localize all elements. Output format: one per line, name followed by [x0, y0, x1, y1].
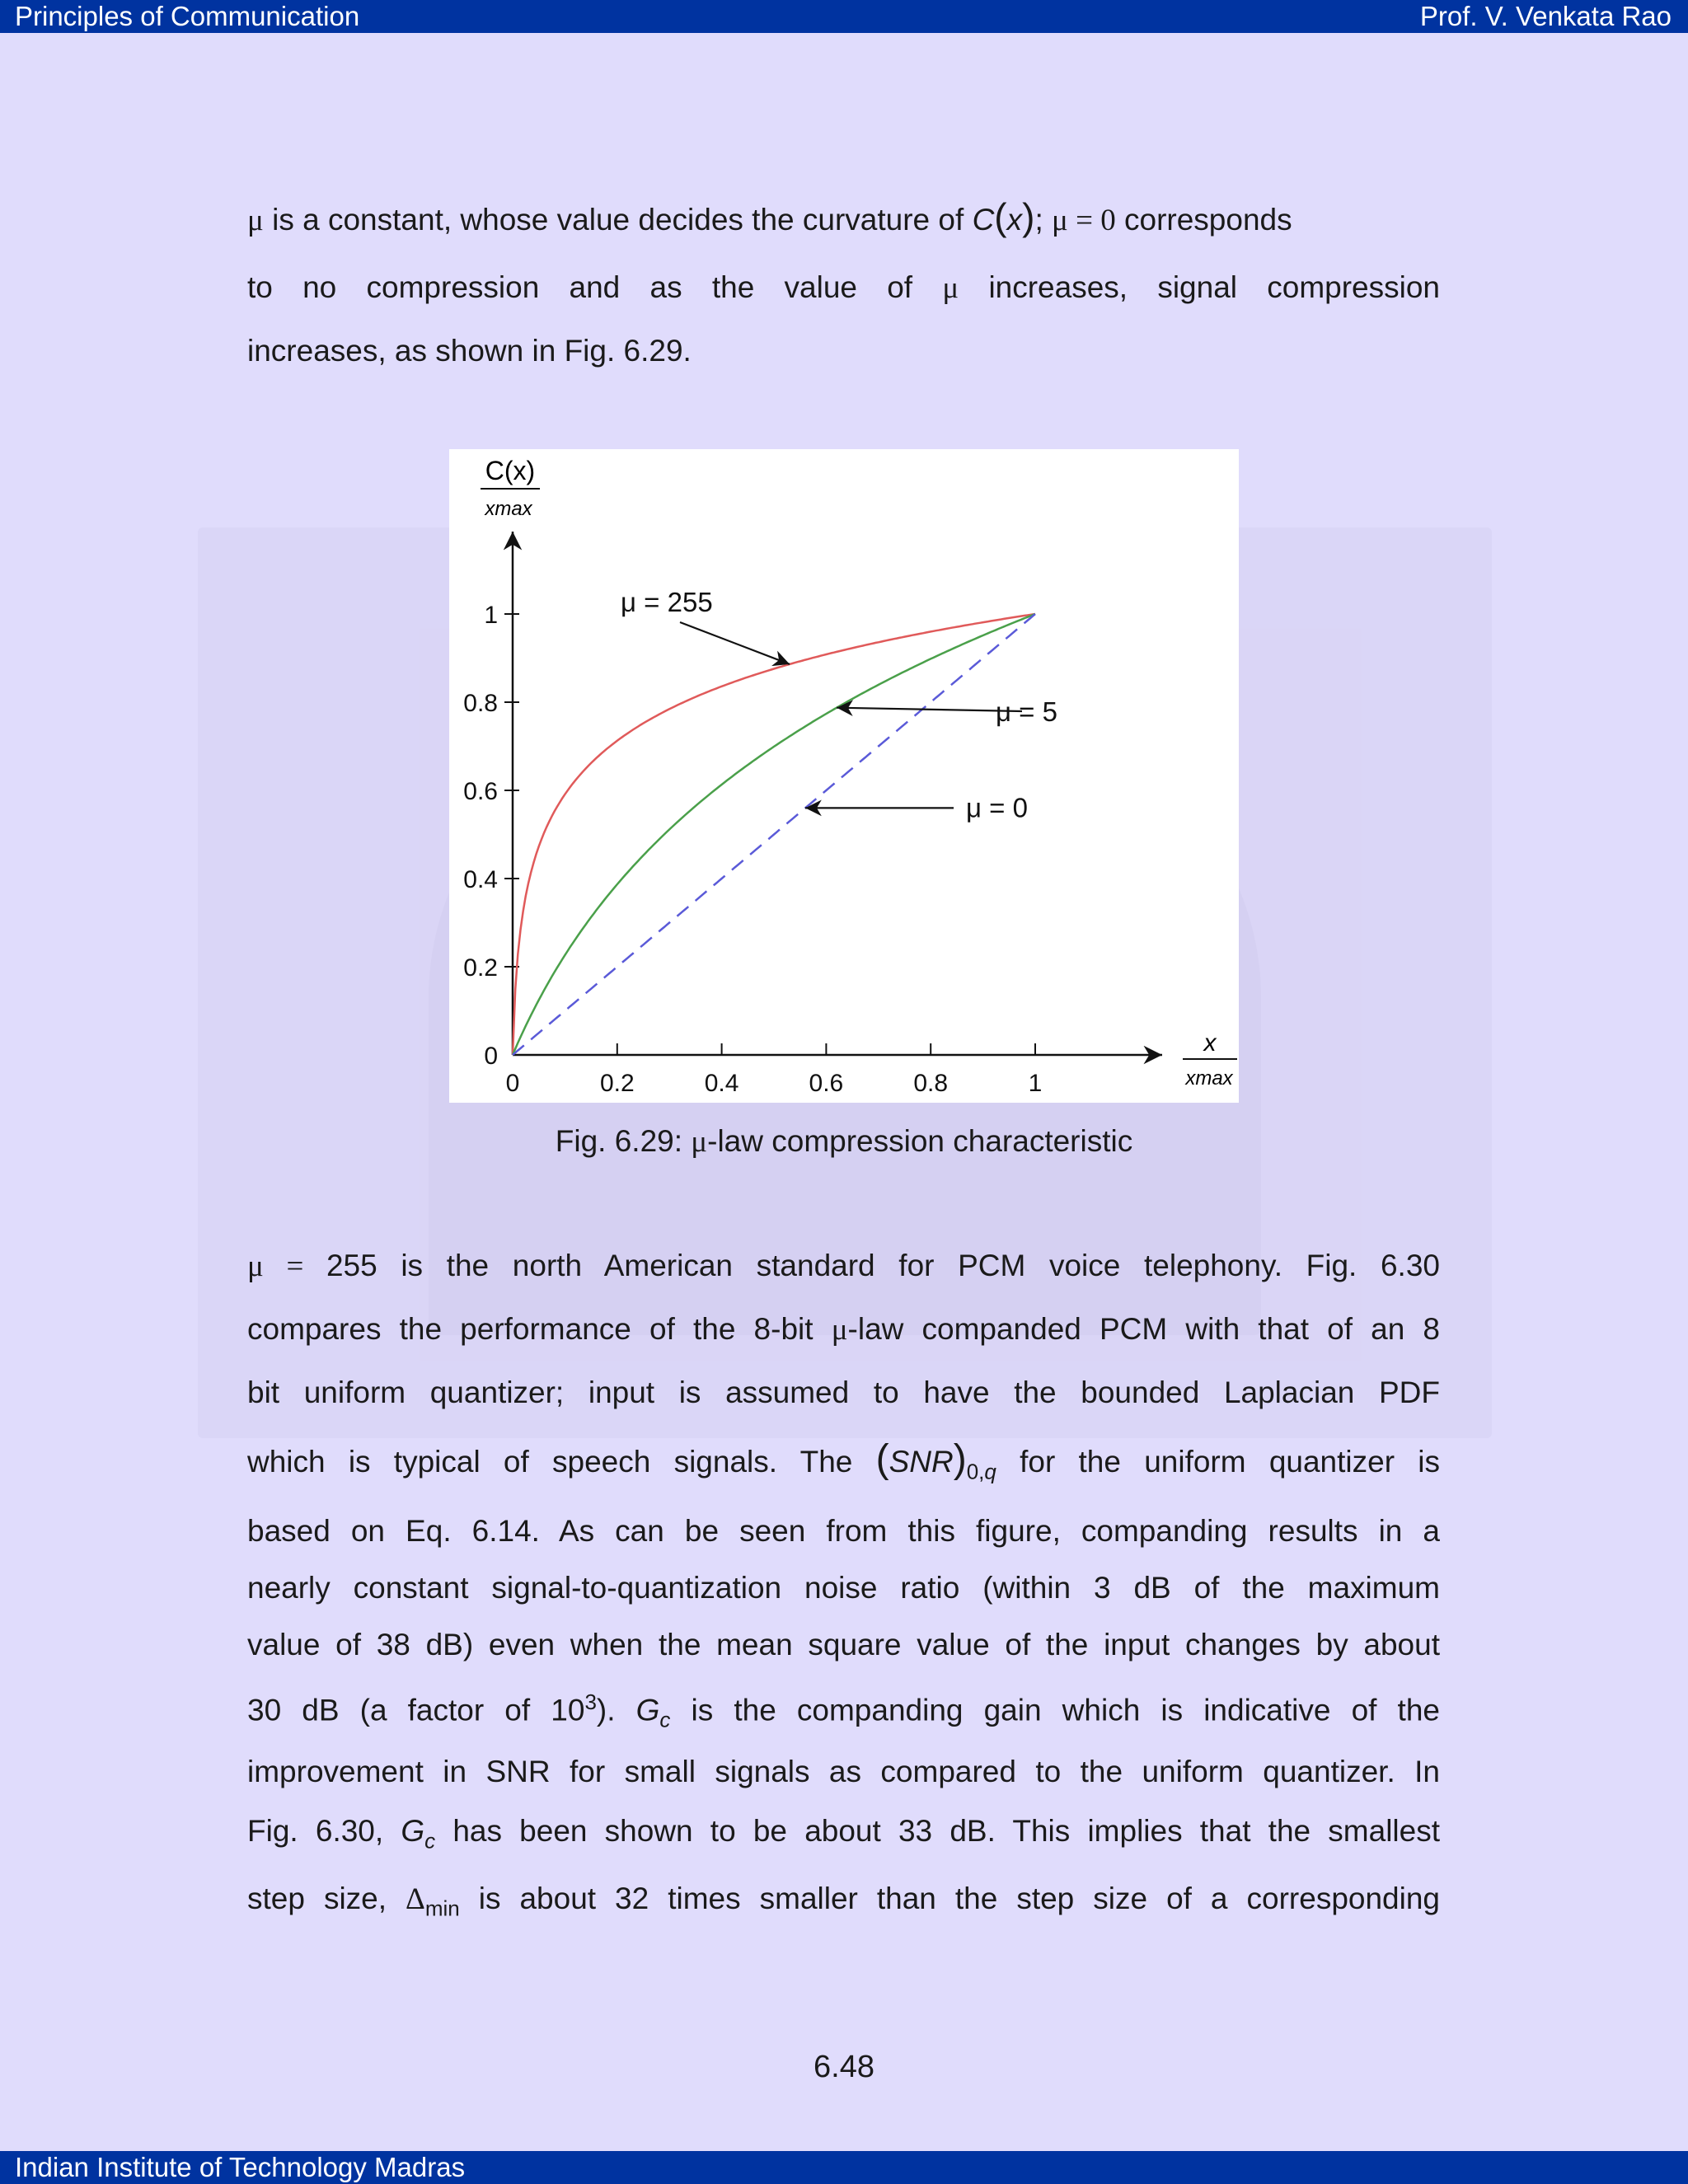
- y-tick-label: 0.8: [463, 690, 498, 717]
- text-line: value of 38 dB) even when the mean square value of the input changes by about: [247, 1628, 1440, 1661]
- text-line: increases, as shown in Fig. 6.29.: [247, 334, 692, 368]
- text-line: which is typical of speech signals. The $(SNR)_{0,q}$ for the uniform quantizer is: [247, 1437, 1440, 1484]
- x-tick-label: 0.8: [913, 1070, 949, 1097]
- y-tick-label: 0: [484, 1043, 498, 1070]
- label-mu-5: μ = 5: [996, 696, 1057, 727]
- text-line: bit uniform quantizer; input is assumed to have the bounded Laplacian PDF: [247, 1376, 1440, 1409]
- arrow-mu-255: [680, 622, 790, 664]
- x-axis-label-denominator: xmax: [1185, 1067, 1233, 1090]
- text-line: based on Eq. 6.14. As can be seen from this figure, companding results in a: [247, 1514, 1440, 1548]
- text-line: μ is a constant, whose value decides the curvature of C(x); μ = 0 corresponds: [247, 195, 1292, 238]
- x-tick-label: 0.2: [599, 1070, 635, 1097]
- y-axis-label: [481, 456, 540, 520]
- institute-name: Indian Institute of Technology Madras: [15, 2152, 466, 2182]
- text-line: improvement in SNR for small signals as compared to the uniform quantizer. In: [247, 1755, 1440, 1788]
- label-mu-0: μ = 0: [966, 792, 1028, 823]
- text-line: compares the performance of the 8-bit μ-law companded PCM with that of an 8: [247, 1312, 1440, 1347]
- label-mu-255: μ = 255: [621, 587, 713, 617]
- y-axis-label-numerator: C(x): [485, 456, 536, 485]
- text-line: to no compression and as the value of μ increases, signal compression: [247, 270, 1440, 305]
- text-line: step size, $\Delta_{min}$ is about 32 times smaller than the step size of a corresponding: [247, 1882, 1440, 1921]
- text-line: 30 dB (a factor of $10^3$). $G_c$ is the companding gain which is indicative of the: [247, 1690, 1440, 1732]
- arrow-mu-5: [837, 708, 1022, 711]
- mu-law-figure: [449, 449, 1239, 1103]
- mu-law-chart: [449, 449, 1239, 1103]
- y-tick-label: 1: [484, 602, 498, 629]
- page-number: 6.48: [814, 2050, 874, 2084]
- text-line: μ = 255 is the north American standard for PCM voice telephony. Fig. 6.30: [247, 1249, 1440, 1283]
- y-tick-label: 0.2: [463, 954, 498, 982]
- figure-caption: Fig. 6.29: μ-law compression characteristic: [555, 1124, 1133, 1159]
- y-axis-label-denominator: xmax: [485, 498, 532, 520]
- x-tick-label: 0.6: [809, 1070, 844, 1097]
- curve-mu-0: [513, 614, 1035, 1055]
- x-tick-label: 0: [505, 1070, 520, 1097]
- author-name: Prof. V. Venkata Rao: [1419, 1, 1672, 31]
- page-header: [0, 0, 1688, 33]
- x-axis-label-numerator: x: [1203, 1029, 1217, 1057]
- course-title: Principles of Communication: [15, 1, 360, 31]
- page-footer: [0, 2151, 1688, 2184]
- y-tick-label: 0.4: [463, 866, 498, 893]
- text-line: nearly constant signal-to-quantization noise ratio (within 3 dB of the maximum: [247, 1571, 1440, 1605]
- x-tick-label: 0.4: [704, 1070, 739, 1097]
- x-axis-label: [1183, 1029, 1237, 1090]
- x-tick-label: 1: [1028, 1070, 1043, 1097]
- chart-axes: [513, 532, 1162, 1055]
- chart-curves: [513, 614, 1035, 1055]
- chart-annotations: [621, 587, 1057, 823]
- y-tick-label: 0.6: [463, 778, 498, 805]
- text-line: Fig. 6.30, $G_c$ has been shown to be about 33 dB. This implies that the smallest: [247, 1814, 1441, 1854]
